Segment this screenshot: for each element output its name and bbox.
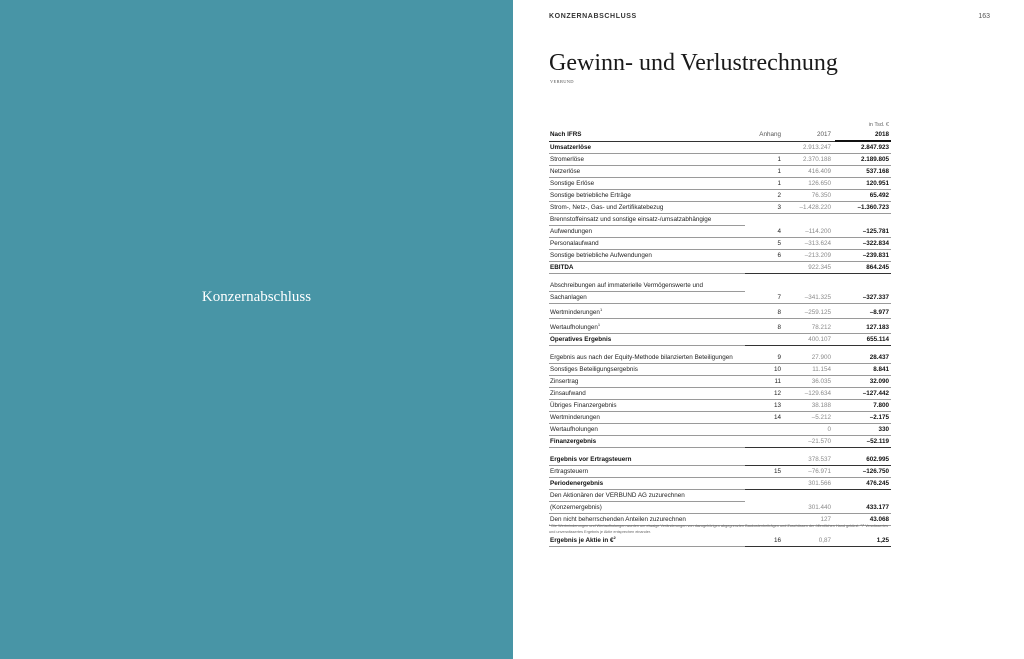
page-subtitle: VERBUND bbox=[550, 79, 574, 84]
table-row bbox=[549, 502, 891, 514]
row-label-text: Ertragsteuern bbox=[550, 467, 589, 475]
row-value-2018 bbox=[835, 364, 891, 376]
row-value-2018-text: –327.337 bbox=[862, 293, 889, 301]
row-note-ref bbox=[745, 376, 785, 388]
row-value-2018 bbox=[835, 466, 891, 478]
table-row bbox=[549, 190, 891, 202]
row-value-2018-text: –52.119 bbox=[866, 437, 889, 445]
row-value-2017 bbox=[785, 262, 835, 274]
row-value-2018-text: –127.442 bbox=[862, 389, 889, 397]
row-value-2017-text: 11.154 bbox=[812, 365, 831, 373]
row-value-2018 bbox=[835, 376, 891, 388]
row-value-2018 bbox=[835, 424, 891, 436]
row-value-2017-text: 127 bbox=[820, 515, 831, 523]
row-value-2018 bbox=[835, 166, 891, 178]
row-note-ref-text: 6 bbox=[777, 251, 781, 259]
row-value-2017 bbox=[785, 388, 835, 400]
row-note-ref-text: 1 bbox=[777, 179, 781, 187]
row-value-2018 bbox=[835, 262, 891, 274]
row-value-2017 bbox=[785, 226, 835, 238]
row-note-ref-text: 8 bbox=[777, 323, 781, 331]
row-label-text: Ergebnis vor Ertragsteuern bbox=[550, 455, 632, 463]
row-note-ref bbox=[745, 202, 785, 214]
row-label-text: Wertminderungen bbox=[550, 413, 600, 421]
row-value-2018 bbox=[835, 502, 891, 514]
row-note-ref bbox=[745, 304, 785, 319]
row-label bbox=[549, 238, 745, 250]
row-value-2017 bbox=[785, 466, 835, 478]
table-header-row bbox=[549, 129, 891, 141]
unit-label: in Tsd. € bbox=[868, 122, 889, 128]
row-value-2018-text: 1,25 bbox=[876, 536, 889, 544]
row-label-text: Sonstige betriebliche Erträge bbox=[550, 191, 631, 199]
row-value-2018-text: 2.189.805 bbox=[860, 155, 889, 163]
row-value-2018 bbox=[835, 202, 891, 214]
row-note-ref-text: 2 bbox=[777, 191, 781, 199]
row-value-2018-text: 2.847.923 bbox=[860, 143, 889, 151]
row-label-text: Strom-, Netz-, Gas- und Zertifikatebezug bbox=[550, 203, 664, 211]
table-body bbox=[549, 141, 891, 547]
row-value-2017-text: 301.440 bbox=[808, 503, 831, 511]
table-row bbox=[549, 154, 891, 166]
row-note-ref bbox=[745, 478, 785, 490]
row-value-2017-text: –114.200 bbox=[805, 227, 831, 235]
row-value-2018 bbox=[835, 490, 891, 502]
row-value-2018-text: 602.995 bbox=[866, 455, 889, 463]
row-value-2018 bbox=[835, 334, 891, 346]
table-row bbox=[549, 141, 891, 154]
row-value-2017-text: –213.209 bbox=[804, 251, 831, 259]
row-value-2017-text: 2.370.188 bbox=[802, 155, 831, 163]
row-note-ref-text: 16 bbox=[773, 536, 781, 544]
row-value-2017 bbox=[785, 304, 835, 319]
row-label bbox=[549, 436, 745, 448]
table-row bbox=[549, 304, 891, 319]
row-note-ref-text: 15 bbox=[773, 467, 781, 475]
row-label bbox=[549, 304, 745, 319]
column-header-ref: Anhang bbox=[745, 129, 785, 141]
row-value-2018-text: –2.175 bbox=[869, 413, 889, 421]
row-note-ref bbox=[745, 454, 785, 466]
row-value-2018-text: 43.068 bbox=[869, 515, 889, 523]
row-value-2018 bbox=[835, 454, 891, 466]
row-value-2017 bbox=[785, 424, 835, 436]
table-row bbox=[549, 478, 891, 490]
table-row bbox=[549, 412, 891, 424]
row-label bbox=[549, 412, 745, 424]
row-label-text: Personalaufwand bbox=[550, 239, 599, 247]
row-label bbox=[549, 214, 745, 226]
row-value-2017 bbox=[785, 154, 835, 166]
row-label bbox=[549, 400, 745, 412]
row-label bbox=[549, 154, 745, 166]
report-page bbox=[513, 0, 1024, 659]
row-value-2017 bbox=[785, 238, 835, 250]
row-label bbox=[549, 226, 745, 238]
table-row bbox=[549, 292, 891, 304]
row-value-2017-text: –5.212 bbox=[811, 413, 831, 421]
row-note-ref bbox=[745, 250, 785, 262]
row-note-ref-text: 11 bbox=[774, 377, 781, 385]
row-label-text: Ergebnis aus nach der Equity-Methode bilanzierten Beteiligungen bbox=[550, 353, 733, 361]
row-note-ref-text: 7 bbox=[777, 293, 781, 301]
row-value-2017-text: 0 bbox=[827, 425, 831, 433]
row-value-2018 bbox=[835, 436, 891, 448]
table-row bbox=[549, 238, 891, 250]
row-label bbox=[549, 490, 745, 502]
row-value-2018-text: 28.437 bbox=[869, 353, 889, 361]
row-value-2017 bbox=[785, 352, 835, 364]
row-note-ref-text: 12 bbox=[773, 389, 781, 397]
row-label bbox=[549, 166, 745, 178]
row-value-2018 bbox=[835, 190, 891, 202]
row-note-ref-text: 1 bbox=[777, 167, 781, 175]
row-note-ref bbox=[745, 292, 785, 304]
table-row bbox=[549, 334, 891, 346]
row-note-ref bbox=[745, 190, 785, 202]
row-label bbox=[549, 466, 745, 478]
row-note-ref-text: 3 bbox=[777, 203, 781, 211]
row-value-2017 bbox=[785, 250, 835, 262]
row-value-2017-text: –1.428.220 bbox=[799, 203, 831, 211]
row-label-text: Sonstiges Beteiligungsergebnis bbox=[550, 365, 638, 373]
page-title: Gewinn- und Verlustrechnung bbox=[549, 50, 838, 76]
row-label-text: Übriges Finanzergebnis bbox=[550, 401, 617, 409]
row-label bbox=[549, 280, 745, 292]
row-note-ref bbox=[745, 502, 785, 514]
row-label-text: (Konzernergebnis) bbox=[550, 503, 602, 511]
row-label-text: Ergebnis je Aktie in € bbox=[550, 536, 614, 544]
row-value-2017-text: 301.566 bbox=[808, 479, 831, 487]
table-row bbox=[549, 166, 891, 178]
row-value-2018 bbox=[835, 478, 891, 490]
row-value-2018-text: 476.245 bbox=[866, 479, 889, 487]
row-label-text: Periodenergebnis bbox=[550, 479, 604, 487]
row-value-2017-text: 36.035 bbox=[811, 377, 831, 385]
row-value-2018-text: –8.977 bbox=[869, 308, 889, 316]
row-note-ref bbox=[745, 141, 785, 154]
row-label bbox=[549, 319, 745, 334]
row-value-2017-text: 126.650 bbox=[808, 179, 831, 187]
row-label bbox=[549, 502, 745, 514]
row-value-2017 bbox=[785, 214, 835, 226]
table-row bbox=[549, 424, 891, 436]
row-label-text: Stromerlöse bbox=[550, 155, 584, 163]
row-label bbox=[549, 352, 745, 364]
row-value-2018 bbox=[835, 141, 891, 154]
table-row bbox=[549, 466, 891, 478]
row-label-text: Wertminderungen bbox=[550, 308, 600, 316]
row-label-text: Abschreibungen auf immaterielle Vermögenswerte und bbox=[550, 281, 703, 289]
row-note-ref bbox=[745, 424, 785, 436]
row-label-text: Den Aktionären der VERBUND AG zuzurechnen bbox=[550, 491, 685, 499]
row-value-2018-text: –1.360.723 bbox=[857, 203, 889, 211]
row-label-text: Netzerlöse bbox=[550, 167, 581, 175]
table-row bbox=[549, 262, 891, 274]
row-value-2018 bbox=[835, 226, 891, 238]
row-value-2018-text: 655.114 bbox=[866, 335, 889, 343]
row-value-2017-text: –76.971 bbox=[808, 467, 831, 475]
row-value-2017-text: –313.624 bbox=[804, 239, 831, 247]
row-note-ref bbox=[745, 154, 785, 166]
row-label-text: Sonstige betriebliche Aufwendungen bbox=[550, 251, 652, 259]
row-value-2017 bbox=[785, 178, 835, 190]
table-row bbox=[549, 214, 891, 226]
row-note-ref bbox=[745, 226, 785, 238]
row-value-2017-text: 2.913.247 bbox=[802, 143, 831, 151]
row-value-2017-text: 0,87 bbox=[818, 536, 831, 544]
row-value-2017 bbox=[785, 141, 835, 154]
row-note-ref bbox=[745, 412, 785, 424]
row-note-ref-text: 8 bbox=[777, 308, 781, 316]
column-header-2017: 2017 bbox=[785, 129, 835, 141]
row-note-ref bbox=[745, 280, 785, 292]
row-note-ref-text: 14 bbox=[773, 413, 781, 421]
row-value-2018 bbox=[835, 292, 891, 304]
section-cover-title: Konzernabschluss bbox=[201, 289, 312, 305]
row-value-2017 bbox=[785, 412, 835, 424]
row-label-text: Sonstige Erlöse bbox=[550, 179, 595, 187]
row-value-2018 bbox=[835, 250, 891, 262]
row-value-2018-text: 8.841 bbox=[873, 365, 889, 373]
row-value-2017 bbox=[785, 292, 835, 304]
row-label-text: Zinsaufwand bbox=[550, 389, 586, 397]
row-label-text: Den nicht beherrschenden Anteilen zuzurechnen bbox=[550, 515, 686, 523]
row-label-text: Wertaufholungen bbox=[550, 323, 598, 331]
row-label bbox=[549, 454, 745, 466]
row-note-ref-text: 4 bbox=[777, 227, 781, 235]
row-label-text: Brennstoffeinsatz und sonstige einsatz-/umsatzabhängige bbox=[550, 215, 712, 223]
row-value-2017-text: 378.537 bbox=[808, 455, 831, 463]
footnote-marker: 1 bbox=[599, 306, 603, 312]
row-value-2018 bbox=[835, 238, 891, 250]
row-note-ref bbox=[745, 166, 785, 178]
row-value-2018-text: 127.183 bbox=[866, 323, 889, 331]
row-value-2017 bbox=[785, 364, 835, 376]
row-label bbox=[549, 202, 745, 214]
row-value-2017 bbox=[785, 166, 835, 178]
page-number: 163 bbox=[978, 13, 990, 20]
row-value-2017 bbox=[785, 490, 835, 502]
row-value-2018-text: –126.750 bbox=[862, 467, 889, 475]
row-label bbox=[549, 178, 745, 190]
footnote: ¹ Die Wertminderungen und Wertaufholungen wurden um etwaige Veränderungen von dazugehörigen abgegrenzten Baukostenbeiträgen und Zuschüssen der öffentlichen Hand gekürzt. ²/³ Verwässertes und unverwässertes Ergebnis je Aktie entsprechen einander. bbox=[549, 524, 888, 534]
row-label-text: Umsatzerlöse bbox=[550, 143, 591, 151]
table-row bbox=[549, 178, 891, 190]
row-value-2018 bbox=[835, 388, 891, 400]
row-value-2017 bbox=[785, 319, 835, 334]
row-value-2017-text: –129.634 bbox=[804, 389, 831, 397]
row-value-2018 bbox=[835, 178, 891, 190]
row-note-ref bbox=[745, 436, 785, 448]
income-statement-table bbox=[549, 129, 891, 547]
row-value-2017 bbox=[785, 334, 835, 346]
row-value-2017-text: 78.212 bbox=[811, 323, 831, 331]
row-label bbox=[549, 141, 745, 154]
row-label bbox=[549, 262, 745, 274]
row-label-text: Aufwendungen bbox=[550, 227, 593, 235]
row-note-ref bbox=[745, 238, 785, 250]
row-note-ref bbox=[745, 388, 785, 400]
row-value-2017 bbox=[785, 454, 835, 466]
column-header-label: Nach IFRS bbox=[549, 129, 745, 141]
table-row bbox=[549, 376, 891, 388]
row-value-2017-text: 27.900 bbox=[811, 353, 831, 361]
row-note-ref-text: 10 bbox=[773, 365, 781, 373]
row-value-2017 bbox=[785, 502, 835, 514]
row-label bbox=[549, 478, 745, 490]
row-note-ref bbox=[745, 352, 785, 364]
row-value-2017-text: –21.570 bbox=[808, 437, 831, 445]
row-value-2018-text: 7.800 bbox=[873, 401, 889, 409]
row-value-2017 bbox=[785, 376, 835, 388]
table-row bbox=[549, 364, 891, 376]
row-label bbox=[549, 364, 745, 376]
row-note-ref-text: 5 bbox=[777, 239, 781, 247]
row-value-2018 bbox=[835, 352, 891, 364]
row-value-2017-text: –259.125 bbox=[804, 308, 831, 316]
row-note-ref bbox=[745, 466, 785, 478]
row-value-2018-text: –322.834 bbox=[862, 239, 889, 247]
table-row bbox=[549, 202, 891, 214]
table-row bbox=[549, 319, 891, 334]
row-value-2018 bbox=[835, 319, 891, 334]
row-note-ref-text: 1 bbox=[777, 155, 781, 163]
table-row bbox=[549, 388, 891, 400]
row-value-2017 bbox=[785, 190, 835, 202]
row-value-2018 bbox=[835, 154, 891, 166]
row-value-2018 bbox=[835, 400, 891, 412]
row-value-2017-text: 400.107 bbox=[808, 335, 831, 343]
row-value-2017 bbox=[785, 280, 835, 292]
row-note-ref-text: 13 bbox=[773, 401, 781, 409]
table-row bbox=[549, 490, 891, 502]
row-value-2017-text: 38.188 bbox=[811, 401, 831, 409]
row-note-ref bbox=[745, 334, 785, 346]
row-value-2017-text: 922.345 bbox=[808, 263, 831, 271]
row-label-text: Finanzergebnis bbox=[550, 437, 597, 445]
row-note-ref bbox=[745, 178, 785, 190]
row-value-2018 bbox=[835, 412, 891, 424]
footnote-marker: 1 bbox=[597, 321, 601, 327]
table-row bbox=[549, 352, 891, 364]
column-header-2018: 2018 bbox=[835, 129, 891, 141]
row-value-2017 bbox=[785, 436, 835, 448]
row-value-2017-text: –341.325 bbox=[804, 293, 831, 301]
row-value-2018-text: 330 bbox=[878, 425, 889, 433]
row-value-2017 bbox=[785, 478, 835, 490]
running-header: KONZERNABSCHLUSS bbox=[549, 13, 637, 20]
table-row bbox=[549, 400, 891, 412]
row-note-ref bbox=[745, 490, 785, 502]
table-row bbox=[549, 226, 891, 238]
row-value-2018-text: 120.951 bbox=[866, 179, 889, 187]
row-label bbox=[549, 190, 745, 202]
row-label bbox=[549, 424, 745, 436]
row-value-2018-text: 433.177 bbox=[866, 503, 889, 511]
row-label bbox=[549, 388, 745, 400]
row-value-2018 bbox=[835, 214, 891, 226]
footnote-marker: 2 bbox=[613, 534, 616, 540]
row-value-2018-text: –125.781 bbox=[862, 227, 889, 235]
row-label bbox=[549, 292, 745, 304]
row-label-text: Zinsertrag bbox=[550, 377, 579, 385]
row-label bbox=[549, 376, 745, 388]
row-note-ref bbox=[745, 319, 785, 334]
row-value-2018 bbox=[835, 280, 891, 292]
row-value-2018-text: 864.245 bbox=[866, 263, 889, 271]
row-label bbox=[549, 250, 745, 262]
row-value-2018-text: 65.492 bbox=[869, 191, 889, 199]
row-label-text: Wertaufholungen bbox=[550, 425, 598, 433]
row-value-2017-text: 416.409 bbox=[808, 167, 831, 175]
row-note-ref bbox=[745, 262, 785, 274]
row-label bbox=[549, 334, 745, 346]
row-note-ref bbox=[745, 364, 785, 376]
row-note-ref-text: 9 bbox=[777, 353, 781, 361]
row-value-2018-text: –239.831 bbox=[862, 251, 889, 259]
row-note-ref bbox=[745, 214, 785, 226]
row-label-text: Sachanlagen bbox=[550, 293, 587, 301]
row-value-2017-text: 76.350 bbox=[811, 191, 831, 199]
row-value-2018 bbox=[835, 304, 891, 319]
row-value-2017 bbox=[785, 400, 835, 412]
row-label-text: Operatives Ergebnis bbox=[550, 335, 612, 343]
table-row bbox=[549, 250, 891, 262]
row-value-2018-text: 32.090 bbox=[869, 377, 889, 385]
row-note-ref bbox=[745, 400, 785, 412]
table-row bbox=[549, 436, 891, 448]
row-label-text: EBITDA bbox=[550, 263, 574, 271]
row-value-2018-text: 537.168 bbox=[866, 167, 889, 175]
row-value-2017 bbox=[785, 202, 835, 214]
table-row bbox=[549, 454, 891, 466]
table-row bbox=[549, 280, 891, 292]
